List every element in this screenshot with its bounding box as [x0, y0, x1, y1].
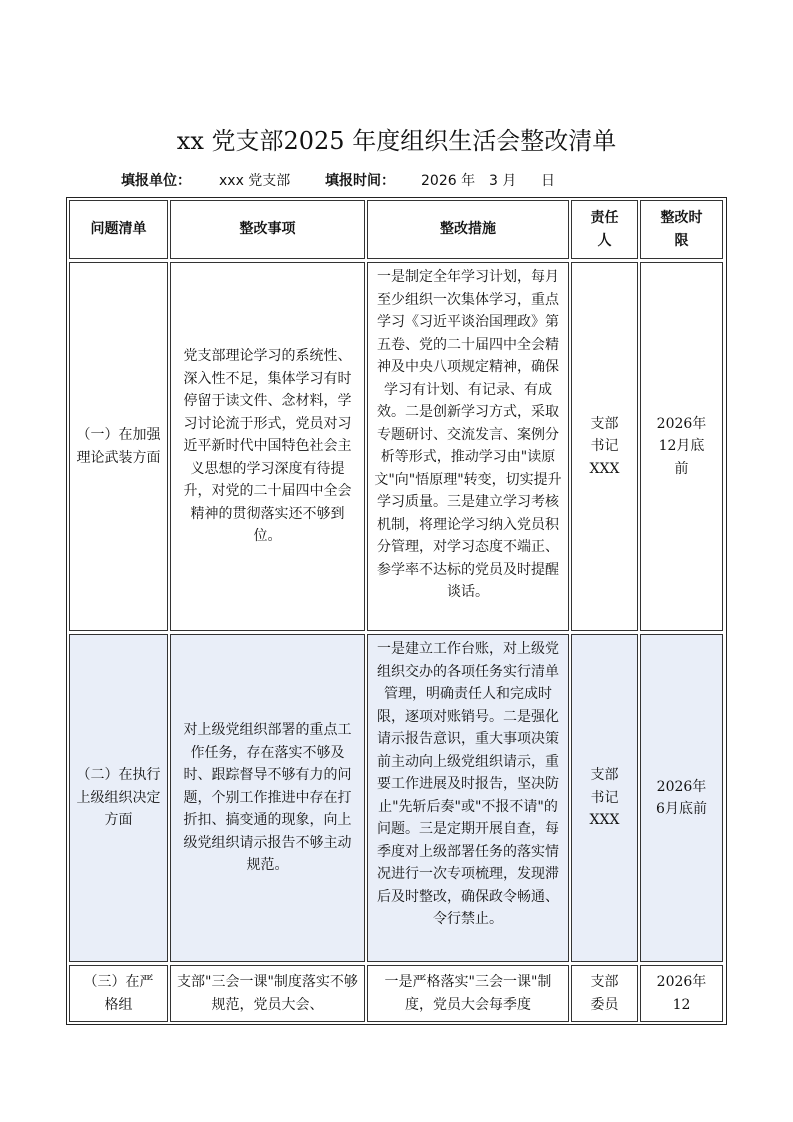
report-meta [121, 170, 555, 192]
report-year: 2026 年 [421, 173, 476, 189]
header-person: 责任人 [571, 200, 638, 259]
page-title: xx 党支部2025 年度组织生活会整改清单 [176, 127, 617, 155]
row2-person: 支部书记XXX [571, 634, 638, 962]
report-month: 3 月 [489, 173, 517, 189]
row1-problem: （一）在加强理论武装方面 [69, 262, 168, 631]
row1-deadline: 2026年12月底前 [640, 262, 723, 631]
row2-measures: 一是建立工作台账，对上级党组织交办的各项任务实行清单管理，明确责任人和完成时限，逐项对账销号。二是强化请示报告意识，重大事项决策前主动向上级党组织请示，重要工作进展及时报告，坚决防止"先斩后奏"或"不报不请"的问题。三是定期开展自查，每季度对上级部署任务的落实情况进行一次专项梳理，发现滞后及时整改，确保政令畅通、令行禁止。 [367, 634, 569, 962]
unit-value: xxx 党支部 [219, 173, 291, 189]
row3-measures: 一是严格落实"三会一课"制度，党员大会每季度 [367, 965, 569, 1022]
row3-problem: （三）在严格组 [69, 965, 168, 1022]
header-problem: 问题清单 [69, 200, 168, 259]
rectification-table [66, 197, 727, 1025]
header-deadline: 整改时限 [640, 200, 723, 259]
row3-person: 支部委员 [571, 965, 638, 1022]
row2-item: 对上级党组织部署的重点工作任务，存在落实不够及时、跟踪督导不够有力的问题，个别工作推进中存在打折扣、搞变通的现象，向上级党组织请示报告不够主动规范。 [170, 634, 365, 962]
row3-item: 支部"三会一课"制度落实不够规范，党员大会、 [170, 965, 365, 1022]
report-day: 日 [541, 173, 555, 189]
row1-person: 支部书记XXX [571, 262, 638, 631]
row1-measures: 一是制定全年学习计划，每月至少组织一次集体学习，重点学习《习近平谈治国理政》第五卷、党的二十届四中全会精神及中央八项规定精神，确保学习有计划、有记录、有成效。二是创新学习方式，采取专题研讨、交流发言、案例分析等形式，推动学习由"读原文"向"悟原理"转变，切实提升学习质量。三是建立学习考核机制，将理论学习纳入党员积分管理，对学习态度不端正、参学率不达标的党员及时提醒谈话。 [367, 262, 569, 631]
row2-deadline: 2026年6月底前 [640, 634, 723, 962]
header-item: 整改事项 [170, 200, 365, 259]
unit-label: 填报单位： [121, 173, 191, 189]
row1-item: 党支部理论学习的系统性、深入性不足，集体学习有时停留于读文件、念材料，学习讨论流于形式，党员对习近平新时代中国特色社会主义思想的学习深度有待提升，对党的二十届四中全会精神的贯彻落实还不够到位。 [170, 262, 365, 631]
row2-problem: （二）在执行上级组织决定方面 [69, 634, 168, 962]
row3-deadline: 2026年12 [640, 965, 723, 1022]
header-measures: 整改措施 [367, 200, 569, 259]
time-label: 填报时间： [325, 173, 395, 189]
